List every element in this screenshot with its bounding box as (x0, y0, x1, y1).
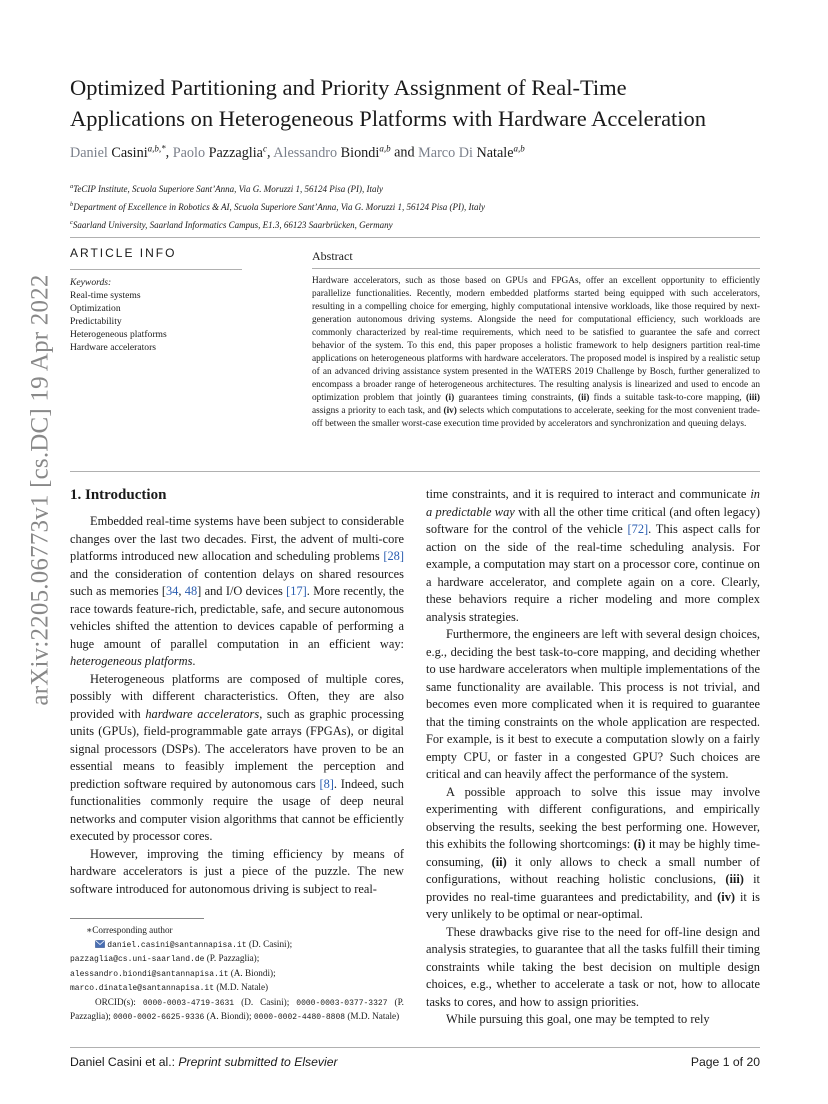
citation-link[interactable]: [72] (627, 522, 649, 536)
paragraph: However, improving the timing efficiency by means of hardware accelerators is just a piece of the puzzle. The new software introduced for autonomous driving is subject to real- (70, 846, 404, 896)
article-info-divider (70, 269, 242, 270)
author-and: and (394, 144, 415, 161)
keywords-block (70, 276, 167, 354)
footer-divider (70, 1047, 760, 1048)
footnote-divider (70, 918, 204, 919)
orcid-link[interactable]: 0000-0003-0377-3327 (296, 998, 388, 1008)
author-1[interactable]: Daniel Casini$^{a,b,*}$ (70, 143, 166, 161)
paragraph: Furthermore, the engineers are left with several design choices, e.g., deciding the best task-to-core mapping, and deciding whether to use hardware accelerators when multiple implementations of the same functionality are available. This process is not trivial, and becomes even more complicated when it is required to guarantee that the timing constraints on the whole application are respected. For example, is it best to execute a computation slowly on a fairly empty CPU, or faster in a congested GPU? Such choices are critical and can heavily affect the performance of the system. (426, 627, 760, 781)
author-2[interactable]: Paolo Pazzaglia$^c$ (172, 143, 267, 161)
affiliation-b: $^b$Department of Excellence in Robotics & AI, Scuola Superiore Sant’Anna, Via G. Moruzzi 1, 56124 Pisa (PI), Italy (70, 201, 486, 212)
citation-link[interactable]: 48 (184, 584, 198, 598)
keywords-label: Keywords: (70, 277, 112, 288)
article-info-heading: ARTICLE INFO (70, 246, 177, 260)
email-link[interactable]: pazzaglia@cs.uni-saarland.de (70, 955, 205, 964)
orcid-link[interactable]: 0000-0002-4480-8808 (253, 1013, 346, 1022)
keyword-item: Predictability (70, 316, 122, 327)
affiliation-c: $^c$Saarland University, Saarland Informatics Campus, E1.3, 66123 Saarbrücken, Germany (70, 219, 393, 230)
page-number: Page 1 of 20 (690, 1055, 760, 1069)
email-line: alessandro.biondi@santannapisa.it (A. Biondi); (70, 967, 276, 979)
keyword-item: Real-time systems (70, 290, 141, 301)
arxiv-stamp-text: arXiv:2205.06773v1 [cs.DC] 19 Apr 2022 (27, 274, 55, 706)
keyword-item: Hardware accelerators (70, 342, 157, 353)
author-list: Daniel Casini$^{a,b,*}$, Paolo Pazzaglia$^c$, Alessandro Biondi$^{a,b}$ and Marco Di Natale$^{a,b}$ (70, 143, 525, 161)
keyword-item: Heterogeneous platforms (70, 329, 167, 340)
author-4[interactable]: Marco Di Natale$^{a,b}$ (418, 143, 525, 161)
footnotes (70, 924, 404, 1025)
paragraph: time constraints, and it is required to interact and communicate in a predictable way with all the other time critical (and often legacy) software for the control of the vehicle [72]. This aspect calls for action on the side of the real-time scheduling analysis. For example, a computation may start on a processor core, continue on a hardware accelerator, and complete again on a core. Clearly, these behaviors require a richer modeling and more complex analysis strategies. (426, 487, 761, 624)
section-heading-introduction: 1. Introduction (70, 487, 167, 503)
body-column-left (70, 513, 404, 898)
affiliation-a: $^a$TeCIP Institute, Scuola Superiore Sant’Anna, Via G. Moruzzi 1, 56124 Pisa (PI), Italy (70, 183, 383, 194)
paragraph: These drawbacks give rise to the need for off-line design and analysis strategies, to guarantee that all the tasks fulfill their timing constraints while taking the best decision on multiple design choices, e.g., whether to accelerate a task or not, how to allocate tasks to cores, and how to assign priorities. (426, 924, 760, 1009)
paragraph: Embedded real-time systems have been subject to considerable changes over the last two decades. First, the advent of multi-core platforms introduced new allocation and scheduling problems [28] and the consideration of contention delays on shared resources such as memories [34, 48] and I/O devices [17]. More recently, the race towards feature-rich, predictable, safe, and secure autonomous vehicles shifted the attention to devices capable of performing a huge amount of parallel computation in an efficient way: heterogeneous platforms. (70, 514, 404, 668)
orcid-line: ORCID(s): 0000-0003-4719-3631 (D. Casini); 0000-0003-0377-3327 (P. Pazzaglia); 0000-0002-6625-9336 (A. Biondi); 0000-0002-4480-8808 (M.D. Natale) (70, 996, 404, 1022)
email-line: marco.dinatale@santannapisa.it (M.D. Natale) (70, 982, 269, 993)
paragraph: Heterogeneous platforms are composed of multiple cores, possibly with different characteristics. Often, they are also provided with hardware accelerators, such as graphic processing units (GPUs), field-programmable gate arrays (FPGAs), or digital signal processors (DSPs). The accelerators have proven to be an essential means to feasibly implement the perception and prediction software required by autonomous cars [8]. Indeed, such functionalities commonly require the usage of deep neural networks and computer vision algorithms that cannot be efficiently executed by processor cores. (70, 671, 404, 843)
citation-link[interactable]: [8] (319, 776, 334, 791)
citation-link[interactable]: [28] (383, 549, 404, 563)
abstract-text: Hardware accelerators, such as those based on GPUs and FPGAs, offer an excellent opportunity to efficiently parallelize functionalities. Recently, modern embedded platforms started being equipped with such accelerators, resulting in a compelling choice for emerging, highly computational intensive workloads, like those required by next-generation autonomous driving systems. Alongside the need for computational efficiency, such workloads are commonly characterized by real-time requirements, which need to be satisfied to guarantee the safe and correct behavior of the system. To this end, this paper proposes a holistic framework to help designers partition real-time applications on heterogeneous platforms with hardware accelerators. The proposed model is inspired by a realistic setup of an advanced driving assistance system presented in the WATERS 2019 Challenge by Bosch, further generalized to encompass a broader range of heterogeneous architectures. The resulting analysis is linearized and used to encode an optimization problem that jointly (i) guarantees timing constraints, (ii) finds a suitable task-to-core mapping, (iii) assigns a priority to each task, and (iv) selects which computations to accelerate, seeking for the most convenient trade-off between the smaller worst-case execution time provided by accelerators and synchronization and queuing delays. (312, 276, 761, 429)
arxiv-stamp (26, 274, 56, 706)
title-line-1: Optimized Partitioning and Priority Assignment of Real-Time (70, 75, 627, 100)
abstract-heading: Abstract (312, 249, 353, 263)
body-column-right (426, 486, 760, 1029)
keyword-item: Optimization (70, 303, 121, 314)
author-3[interactable]: Alessandro Biondi$^{a,b}$ (273, 143, 391, 161)
email-link[interactable]: marco.dinatale@santannapisa.it (70, 984, 215, 993)
abstract-divider (312, 268, 760, 269)
citation-link[interactable]: 34 (165, 584, 179, 598)
citation-link[interactable]: [17] (286, 584, 307, 598)
footer-running-head: Daniel Casini et al.: Preprint submitted to Elsevier (70, 1055, 338, 1069)
email-line: daniel.casini@santannapisa.it (D. Casini); (70, 938, 404, 953)
email-line: pazzaglia@cs.uni-saarland.de (P. Pazzaglia); (70, 953, 260, 964)
header-divider (70, 237, 760, 238)
paper-title (70, 72, 770, 134)
paragraph: While pursuing this goal, one may be tempted to rely (446, 1012, 710, 1026)
orcid-link[interactable]: 0000-0002-6625-9336 (113, 1013, 205, 1022)
abstract-bottom-divider (70, 471, 760, 472)
envelope-icon (95, 939, 105, 949)
paragraph: A possible approach to solve this issue may involve experimenting with different configurations, and empirically observing the results, seeking the best performing one. However, this exhibits the following shortcomings: (i) it may be highly time-consuming, (ii) it only allows to check a small number of configurations, without reaching holistic conclusions, (iii) it provides no real-time guarantees and predictability, and (iv) it is very unlikely to be optimal or near-optimal. (426, 784, 761, 921)
email-link[interactable]: alessandro.biondi@santannapisa.it (70, 969, 229, 979)
email-link[interactable]: daniel.casini@santannapisa.it (107, 940, 247, 950)
affiliations (70, 179, 485, 233)
orcid-link[interactable]: 0000-0003-4719-3631 (142, 998, 235, 1008)
title-line-2: Applications on Heterogeneous Platforms with Hardware Acceleration (70, 106, 707, 131)
corresponding-author-note: ∗Corresponding author (86, 925, 173, 935)
